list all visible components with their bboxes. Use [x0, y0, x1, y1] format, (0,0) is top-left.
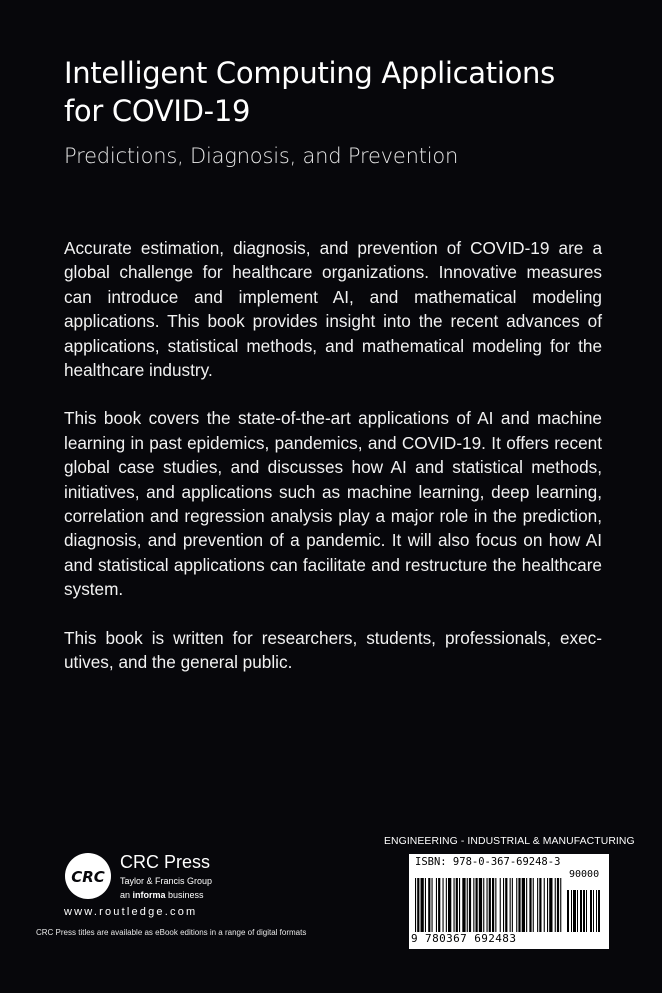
publisher-business: [120, 890, 204, 900]
barcode-bar: [492, 878, 494, 932]
barcode-bar: [526, 878, 527, 932]
barcode-bar: [518, 878, 520, 932]
barcode-bar: [432, 878, 433, 932]
barcode-bar: [479, 878, 482, 932]
barcode-bar: [539, 878, 541, 932]
barcode-bar: [425, 878, 426, 932]
barcode-bar: [483, 878, 484, 932]
barcode-bar: [467, 878, 468, 932]
book-title-line-1: Intelligent Computing Applications: [64, 56, 555, 90]
subject-category: ENGINEERING - INDUSTRIAL & MANUFACTURING: [384, 836, 635, 847]
barcode-bar: [443, 878, 444, 932]
isbn-label: ISBN: 978-0-367-69248-3: [415, 856, 561, 868]
barcode-bar: [510, 878, 511, 932]
barcode-bar: [456, 878, 458, 932]
barcode-bar: [549, 878, 552, 932]
publisher-group: Taylor & Francis Group: [120, 876, 213, 886]
crc-logo-icon: [64, 852, 112, 900]
barcode: [409, 854, 609, 949]
book-title-line-2: for COVID-19: [64, 94, 251, 128]
barcode-bar: [547, 878, 548, 932]
addon-bar: [598, 890, 600, 932]
barcode-bar: [473, 878, 474, 932]
barcode-bar: [462, 878, 465, 932]
barcode-bar: [417, 878, 419, 932]
barcode-bar: [476, 878, 478, 932]
barcode-bar: [544, 878, 545, 932]
barcode-bar: [415, 878, 416, 932]
barcode-bar: [469, 878, 471, 932]
publisher-name: CRC Press: [120, 852, 211, 872]
barcode-bar: [438, 878, 440, 932]
description-paragraph-2: This book covers the state-of-the-art applications of AI and machine learning in past epidemics, pandemics, and COVID-19. It offers recent global case studies, and discusses how AI and statistical methods, initiatives, and applications such as machine learning, deep learning, correlation and regression analysis play a major role in the prediction, diagnosis, and prevention of a pandemic. It will also focus on how AI and statistical applications can facilitate and restructure the healthcare system.: [64, 408, 602, 600]
barcode-bar: [560, 878, 561, 932]
addon-bar: [580, 890, 582, 932]
ebook-note: CRC Press titles are available as eBook editions in a range of digital formats: [36, 928, 307, 937]
description-paragraph-3: This book is written for researchers, students, professionals, executives, and the general public.: [64, 627, 602, 673]
barcode-bar: [459, 878, 460, 932]
addon-bar: [573, 890, 576, 932]
crc-logo-text: CRC: [71, 868, 105, 886]
barcode-bar: [522, 878, 525, 932]
business-prefix: an: [120, 890, 133, 900]
business-brand: informa: [132, 890, 166, 900]
addon-bar: [571, 890, 572, 932]
barcode-bar: [421, 878, 424, 932]
book-title: [64, 54, 624, 130]
barcode-bar: [446, 878, 447, 932]
price-code: 90000: [569, 869, 600, 880]
barcode-bar: [500, 878, 501, 932]
barcode-bar: [428, 878, 430, 932]
barcode-bar: [495, 878, 496, 932]
addon-bar: [596, 890, 597, 932]
barcode-bar: [454, 878, 455, 932]
publisher-website[interactable]: www.routledge.com: [64, 906, 198, 918]
barcode-bar: [529, 878, 531, 932]
barcode-bar: [436, 878, 437, 932]
addon-bar: [567, 890, 569, 932]
barcode-bar: [503, 878, 504, 932]
barcode-bar: [489, 878, 491, 932]
barcode-bar: [533, 878, 534, 932]
barcode-bar: [487, 878, 488, 932]
addon-bar: [583, 890, 585, 932]
isbn-digits: 9 780367 692483: [411, 932, 517, 945]
barcode-bar: [555, 878, 556, 932]
addon-bar: [590, 890, 592, 932]
description-paragraph-1: Accurate estimation, diagnosis, and prevention of COVID-19 are a global challenge for healthcare organizations. Innovative measures can introduce and implement AI, and mathematical modeling applications. This book provides insight into the recent advances of applications, statistical methods, and mathematical modeling for the healthcare industry.: [64, 238, 602, 381]
barcode-bar: [505, 878, 507, 932]
addon-bar: [586, 890, 587, 932]
barcode-bar: [557, 878, 559, 932]
book-description: [64, 236, 602, 699]
book-subtitle: Predictions, Diagnosis, and Prevention: [64, 144, 459, 168]
barcode-bar: [516, 878, 517, 932]
barcode-bar: [448, 878, 451, 932]
barcode-bar: [537, 878, 538, 932]
addon-bar: [577, 890, 578, 932]
business-suffix: business: [165, 890, 204, 900]
title-block: [64, 54, 624, 168]
addon-bar: [593, 890, 594, 932]
barcode-bar: [512, 878, 513, 932]
